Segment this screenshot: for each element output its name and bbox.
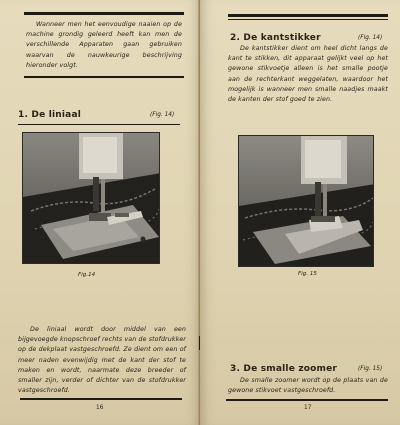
photo-liniaal — [22, 132, 160, 264]
figure-ref-zoomer: (Fig. 15) — [358, 366, 383, 372]
figure-caption-15: Fig. 15 — [298, 271, 317, 277]
figure-ref-14: (Fig. 14) — [150, 112, 175, 118]
section-heading-zoomer: 3. De smalle zoomer — [230, 364, 338, 374]
section-heading-kantstikker: 2. De kantstikker — [230, 33, 321, 43]
footer-rule-left — [20, 398, 182, 400]
zoomer-body-text: De smalle zoomer wordt op de plaats van de gewone stikvoet vastgeschroefd. — [228, 377, 388, 395]
top-rule-right-thin — [228, 19, 388, 20]
page-number-left: 16 — [96, 405, 104, 411]
sewing-machine-illustration — [23, 133, 160, 264]
kantstikker-body-text: De kantstikker dient om heel dicht langs de kant te stikken, dit apparaat gelijkt veel op het gewone stikvoetje alleen is het smalle pootje aan de rechterkant weggelaten, waardoor het mogelijk is wanneer men smalle naadjes maakt de kanten der stof goed te zien. — [228, 45, 388, 104]
footer-rule-right — [226, 399, 388, 401]
liniaal-body-text: De liniaal wordt door middel van een bijgevoegde knopschroef rechts van de stofdrukker op de dekplaat vastgeschroefd. Ze dient om een of meer naden evenwijdig met de kant der stof te maken en wordt, naarmate deze breeder of smaller zijn, verder of dichter van de stofdrukker vastgeschroefd. — [18, 326, 186, 395]
section-heading-liniaal: 1. De liniaal — [18, 110, 82, 120]
presser-foot-illustration — [239, 136, 374, 267]
intro-text: Wanneer men het eenvoudige naaien op de machine grondig geleerd heeft kan men de verschillende Apparaten gaan gebruiken waarvan de nauwkeurige beschrijving hieronder volgt. — [26, 21, 182, 69]
page-number-right: 17 — [304, 405, 312, 411]
top-rule-right — [228, 14, 388, 17]
figure-ref-kantstikker: (Fig. 14) — [358, 35, 383, 41]
figure-caption-14: Fig.14 — [78, 272, 96, 278]
photo-kantstikker — [238, 135, 374, 267]
right-page — [200, 0, 400, 425]
section-rule — [18, 124, 180, 125]
